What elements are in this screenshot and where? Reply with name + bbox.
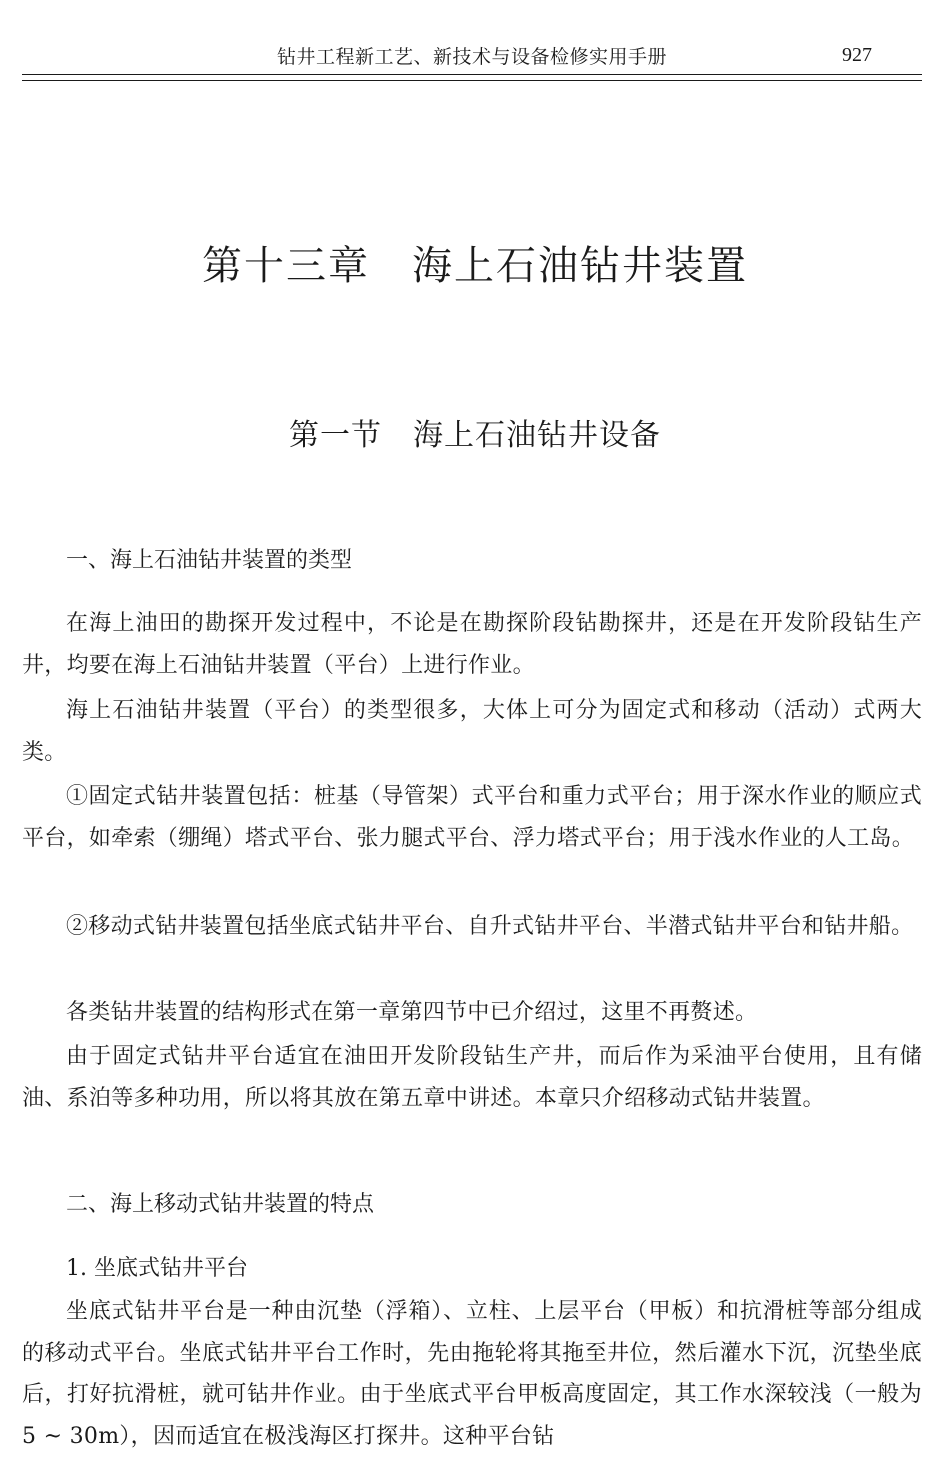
header-double-rule bbox=[22, 74, 922, 81]
paragraph-1: 在海上油田的勘探开发过程中，不论是在勘探阶段钻勘探井，还是在开发阶段钻生产井，均要在海上石油钻井装置（平台）上进行作业。 bbox=[22, 611, 922, 678]
paragraph-4: ②移动式钻井装置包括坐底式钻井平台、自升式钻井平台、半潜式钻井平台和钻井船。 bbox=[66, 914, 914, 939]
running-header-title: 钻井工程新工艺、新技术与设备检修实用手册 bbox=[276, 46, 667, 68]
paragraph-7: 坐底式钻井平台是一种由沉垫（浮箱）、立柱、上层平台（甲板）和抗滑桩等部分组成的移动式平台。坐底式钻井平台工作时，先由拖轮将其拖至井位，然后灌水下沉，沉垫坐底后，打好抗滑桩，就可钻井作业。由于坐底式平台甲板高度固定，其工作水深较浅（一般为 5 ~ 30m），因而适宜在极浅海区打探井。这种平台钻 bbox=[22, 1299, 922, 1449]
page-number: 927 bbox=[842, 44, 872, 66]
paragraph-2: 海上石油钻井装置（平台）的类型很多，大体上可分为固定式和移动（活动）式两大类。 bbox=[22, 698, 922, 765]
heading-features: 二、海上移动式钻井装置的特点 bbox=[66, 1192, 375, 1217]
paragraph-3: ①固定式钻井装置包括：桩基（导管架）式平台和重力式平台；用于深水作业的顺应式平台，如牵索（绷绳）塔式平台、张力腿式平台、浮力塔式平台；用于浅水作业的人工岛。 bbox=[22, 784, 922, 851]
chapter-title: 第十三章 海上石油钻井装置 bbox=[202, 243, 748, 289]
running-header bbox=[22, 38, 922, 78]
heading-bottom-supported-platform: 1. 坐底式钻井平台 bbox=[66, 1256, 248, 1281]
heading-types: 一、海上石油钻井装置的类型 bbox=[66, 548, 353, 573]
section-title: 第一节 海上石油钻井设备 bbox=[289, 418, 661, 453]
paragraph-5: 各类钻井装置的结构形式在第一章第四节中已介绍过，这里不再赘述。 bbox=[66, 1000, 758, 1025]
paragraph-6: 由于固定式钻井平台适宜在油田开发阶段钻生产井，而后作为采油平台使用，且有储油、系泊等多种功用，所以将其放在第五章中讲述。本章只介绍移动式钻井装置。 bbox=[22, 1044, 922, 1111]
